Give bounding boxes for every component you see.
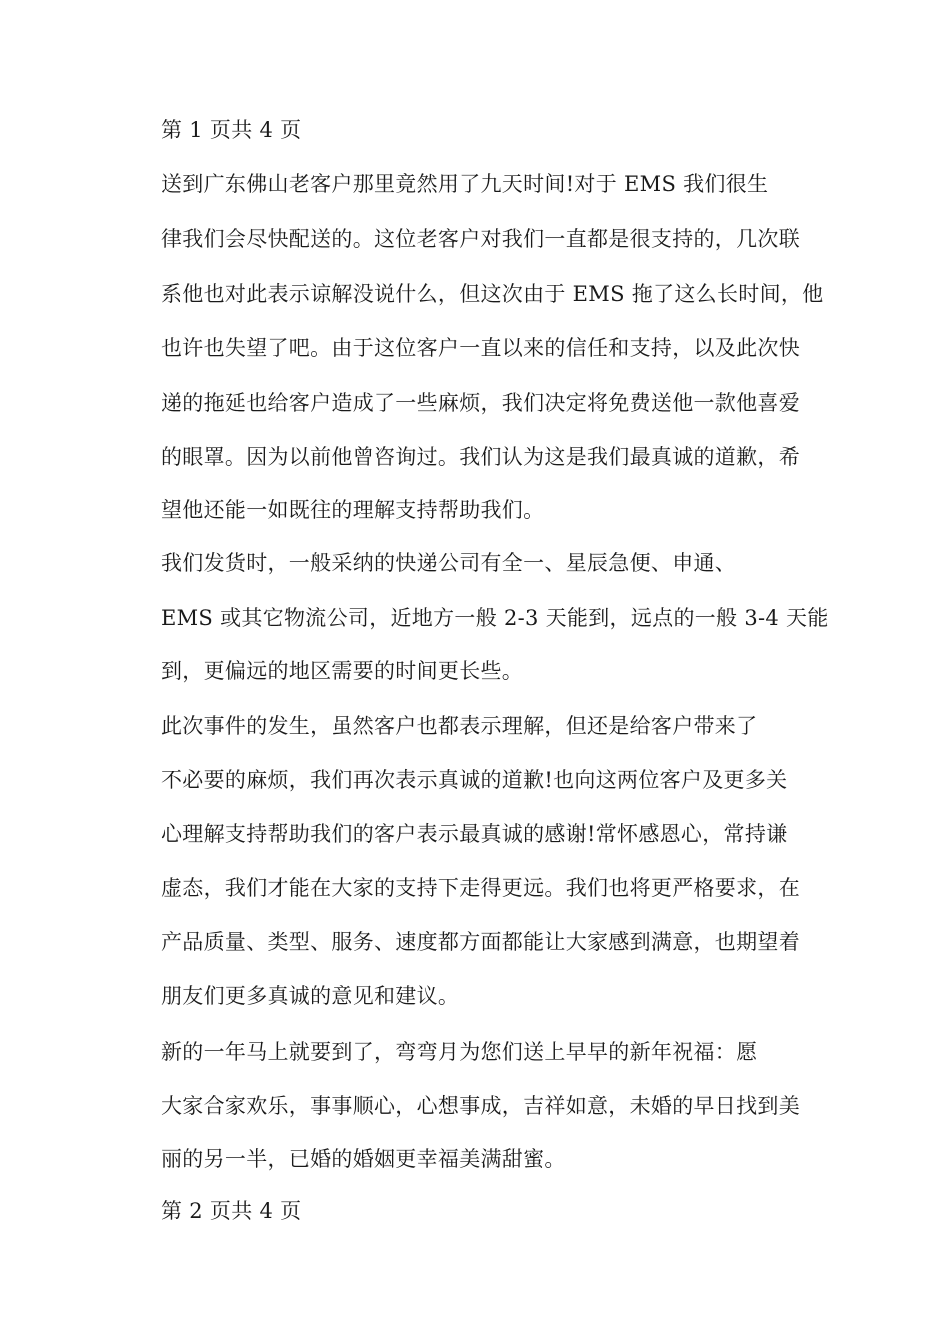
text-line: 大家合家欢乐，事事顺心，心想事成，吉祥如意，未婚的早日找到美	[161, 1094, 800, 1118]
text-line: EMS 或其它物流公司，近地方一般 2-3 天能到，远点的一般 3-4 天能	[161, 606, 829, 630]
text-line: 心理解支持帮助我们的客户表示最真诚的感谢!常怀感恩心，常持谦	[161, 822, 788, 846]
text-line: 律我们会尽快配送的。这位老客户对我们一直都是很支持的，几次联	[161, 227, 800, 251]
text-line: 此次事件的发生，虽然客户也都表示理解，但还是给客户带来了	[161, 714, 758, 738]
text-line: 新的一年马上就要到了，弯弯月为您们送上早早的新年祝福：愿	[161, 1040, 758, 1064]
text-line: 系他也对此表示谅解没说什么，但这次由于 EMS 拖了这么长时间，他	[161, 282, 824, 306]
text-line: 我们发货时，一般采纳的快递公司有全一、星辰急便、申通、	[161, 551, 737, 575]
text-line: 的眼罩。因为以前他曾咨询过。我们认为这是我们最真诚的道歉，希	[161, 445, 800, 469]
text-line: 递的拖延也给客户造成了一些麻烦，我们决定将免费送他一款他喜爱	[161, 391, 800, 415]
page-marker-first: 第 1 页共 4 页	[161, 118, 302, 142]
text-line: 望他还能一如既往的理解支持帮助我们。	[161, 498, 545, 522]
text-line: 也许也失望了吧。由于这位客户一直以来的信任和支持，以及此次快	[161, 336, 800, 360]
text-line: 丽的另一半，已婚的婚姻更幸福美满甜蜜。	[161, 1147, 566, 1171]
text-line: 送到广东佛山老客户那里竟然用了九天时间!对于 EMS 我们很生	[161, 172, 769, 196]
page-marker-second: 第 2 页共 4 页	[161, 1199, 302, 1223]
text-line: 产品质量、类型、服务、速度都方面都能让大家感到满意，也期望着	[161, 930, 800, 954]
text-line: 不必要的麻烦，我们再次表示真诚的道歉!也向这两位客户及更多关	[161, 768, 788, 792]
text-line: 虚态，我们才能在大家的支持下走得更远。我们也将更严格要求，在	[161, 876, 800, 900]
text-line: 朋友们更多真诚的意见和建议。	[161, 984, 460, 1008]
text-line: 到，更偏远的地区需要的时间更长些。	[161, 659, 524, 683]
